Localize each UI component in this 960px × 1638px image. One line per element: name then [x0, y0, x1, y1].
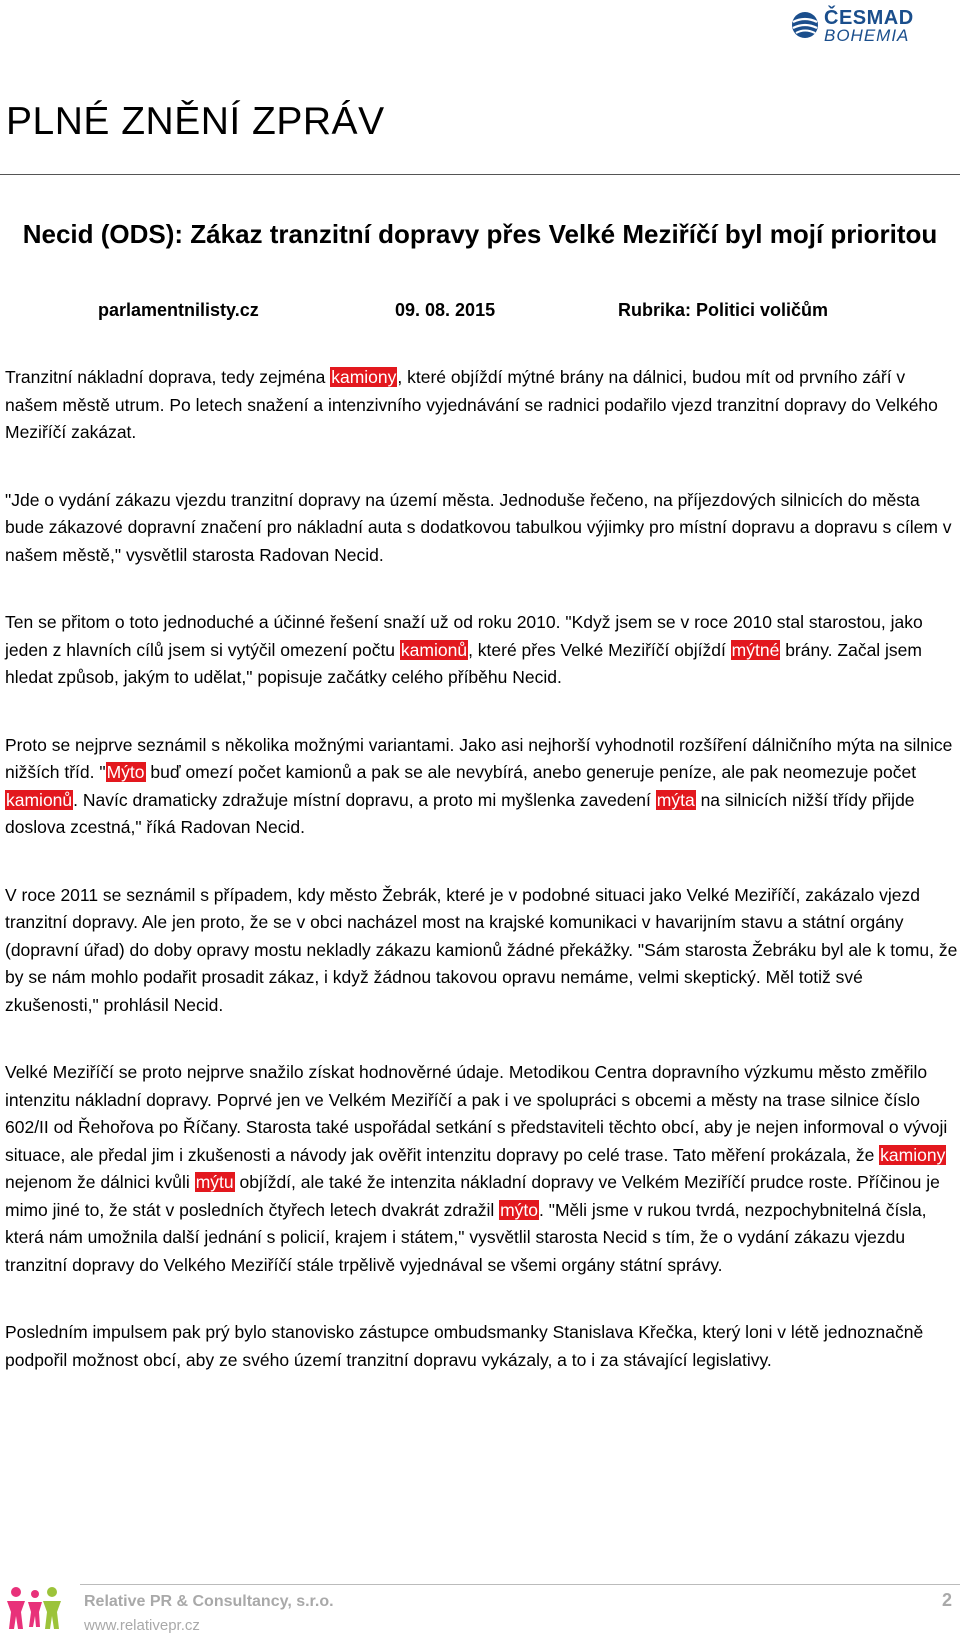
article-body	[5, 364, 960, 1414]
footer-company: Relative PR & Consultancy, s.r.o.	[84, 1593, 334, 1610]
highlighted-keyword: Mýto	[106, 762, 145, 782]
paragraph-text: "Jde o vydání zákazu vjezdu tranzitní dopravy na území města. Jednoduše řečeno, na příjezdových silnicích do města bude zákazové dopravní značení pro nákladní auta s dodatkovou tabulkou výjimky pro místní dopravu a dopravu s cílem v našem městě," vysvětlil starosta Radovan Necid.	[5, 489, 952, 565]
paragraph-text: , které přes Velké Meziříčí objíždí	[468, 639, 731, 660]
paragraph-text: na silnicích nižší třídy přijde doslova zcestná," říká Radovan Necid.	[5, 789, 915, 837]
paragraph-text: Proto se nejprve seznámil s několika možnými variantami. Jako asi nejhorší vyhodnotil rozšíření dálničního mýta na silnice nižších tříd. "	[5, 734, 953, 782]
globe-icon	[790, 10, 820, 40]
paragraph-text: nejenom že dálnici kvůli	[5, 1172, 195, 1192]
header-divider	[0, 174, 960, 175]
article-paragraph	[5, 1059, 960, 1279]
paragraph-text: objíždí, ale také že intenzita nákladní dopravy ve Velkém Meziříčí prudce roste. Příčinou je mimo jiné to, že stát v posledních čtyřech letech dvakrát zdražil	[5, 1172, 940, 1220]
article-title: Necid (ODS): Zákaz tranzitní dopravy přes Velké Meziříčí byl mojí prioritou	[22, 219, 938, 249]
article-paragraph	[5, 364, 960, 447]
article-paragraph	[5, 609, 960, 692]
page-title: PLNÉ ZNĚNÍ ZPRÁV	[6, 100, 385, 143]
logo-line-1: ČESMAD	[824, 7, 914, 29]
article-paragraph	[5, 882, 960, 1020]
cesmad-logo	[790, 8, 950, 44]
highlighted-keyword: mýtu	[195, 1172, 234, 1192]
article-source: parlamentnilisty.cz	[98, 300, 259, 320]
logo-line-2: BOHEMIA	[824, 26, 910, 45]
people-logo-icon	[4, 1585, 66, 1633]
article-paragraph	[5, 732, 960, 842]
paragraph-text: brány. Začal jsem hledat způsob, jakým to udělat," popisuje začátky celého příběhu Necid.	[5, 639, 922, 687]
highlighted-keyword: kamiony	[880, 1144, 946, 1165]
paragraph-text: Ten se přitom o toto jednoduché a účinné řešení snaží už od roku 2010. "Když jsem se v roce 2010 stal starostou, jako jeden z hlavních cílů jsem si vytýčil omezení počtu	[5, 612, 923, 660]
paragraph-text: . "Měli jsme v rukou tvrdá, nezpochybnitelná čísla, která nám umožnila další jednání s policií, krajem i státem," vysvětlil starosta Necid s tím, že o vydání zákazu vjezdu tranzitní dopravy do Velkého Meziříčí stále trpělivě vyjednával se všemi orgány státní správy.	[5, 1199, 927, 1275]
paragraph-text: V roce 2011 se seznámil s případem, kdy město Žebrák, které je v podobné situaci jako Velké Meziříčí, zakázalo vjezd tranzitní dopravy. Ale jen proto, že se v obci nacházel most na krajské komunikaci v havarijním stavu a státní orgány (dopravní úřad) do doby opravy mostu nekladly zákazu kamionů žádné překážky. "Sám starosta Žebráku byl ale k tomu, že by se nám mohlo podařit prosadit zákaz, i když žádnou takovou opravu nemáme, velmi skeptický. Měl totiž své zkušenosti," prohlásil Necid.	[5, 884, 958, 1015]
article-rubric: Rubrika: Politici voličům	[618, 300, 829, 320]
article-paragraph	[5, 487, 960, 570]
paragraph-text: Posledním impulsem pak prý bylo stanovisko zástupce ombudsmanky Stanislava Křečka, který loni v létě jednoznačně podpořil možnost obcí, aby ze svého území tranzitní dopravu vykázaly, a to i za stávající legislativy.	[5, 1322, 924, 1370]
paragraph-text: . Navíc dramaticky zdražuje místní dopravu, a proto mi myšlenka zavedení	[73, 789, 656, 810]
article-paragraph	[5, 1319, 960, 1374]
paragraph-text: buď omezí počet kamionů a pak se ale nevybírá, anebo generuje peníze, ale pak neomezuje počet	[145, 762, 917, 782]
highlighted-keyword: kamionů	[6, 789, 73, 810]
paragraph-text: Velké Meziříčí se proto nejprve snažilo získat hodnověrné údaje. Metodikou Centra dopravního výzkumu město změřilo intenzitu nákladní dopravy. Poprvé jen ve Velkém Meziříčí a pak i ve spolupráci s obcemi a městy na trase silnice číslo 602/II od Řehořova po Říčany. Starosta také uspořádal setkání s představiteli těchto obcí, aby je nejen informoval o vývoji situace, ale předal jim i zkušenosti a návody jak ověřit intenzitu dopravy po celé trase. Tato měření prokázala, že	[5, 1062, 948, 1165]
article-date: 09. 08. 2015	[395, 300, 496, 320]
highlighted-keyword: mýto	[500, 1199, 539, 1220]
highlighted-keyword: mýtné	[731, 639, 780, 660]
page-number: 2	[941, 1590, 952, 1610]
footer-url[interactable]: www.relativepr.cz	[84, 1617, 200, 1634]
paragraph-text: , které objíždí mýtné brány na dálnici, budou mít od prvního září v našem městě utrum. Po letech snažení a intenzivního vyjednávání se radnici podařilo vjezd tranzitní dopravy do Velkého Meziříčí zakázat.	[5, 367, 938, 442]
footer-divider	[80, 1584, 960, 1585]
paragraph-text: Tranzitní nákladní doprava, tedy zejména	[5, 367, 331, 387]
highlighted-keyword: mýta	[656, 789, 695, 810]
highlighted-keyword: kamiony	[331, 367, 397, 387]
highlighted-keyword: kamionů	[400, 639, 468, 660]
